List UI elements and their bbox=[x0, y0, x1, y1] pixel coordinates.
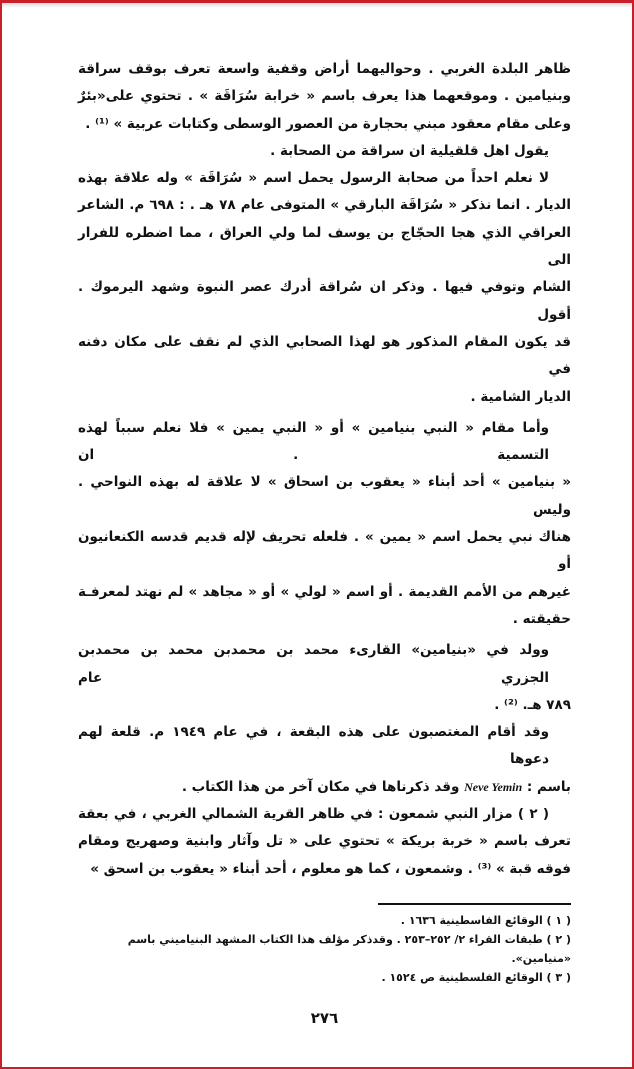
footnote-item: ( ٣ ) الوقائع الفلسطينية ص ١٥٢٤ . bbox=[381, 970, 571, 984]
page-number: ٢٧٦ bbox=[310, 1008, 339, 1027]
text-line: فوقه قبة » ⁽³⁾ . وشمعون ، كما هو معلوم ، أحد أبناء « يعقوب بن اسحق » bbox=[90, 860, 571, 877]
text-line: الديار الشامية . bbox=[470, 388, 571, 405]
paragraph-first-line: ( ٢ ) مزار النبي شمعون : في ظاهر القرية الشمالي الغربي ، في بعقة bbox=[78, 806, 549, 823]
text-line: غيرهم من الأمم القديمة . أو اسم « لولي » أو « مجاهد » لم نهتد لمعرفـة bbox=[78, 583, 571, 600]
paragraph-first-line: وقد أقام المغتصبون على هذه البقعة ، في عام ١٩٤٩ م. قلعة لهم دعوها bbox=[78, 724, 549, 768]
text-line: « بنيامين » أحد أبناء « يعقوب بن اسحاق » لا علاقة له بهذه النواحي . وليس bbox=[78, 474, 571, 518]
text-line: وبنيامين . وموقعهما هذا يعرف باسم « خرابة سُرَاقَة » . تحتوي على«بئرٌ bbox=[78, 88, 571, 105]
window-top-edge bbox=[2, 3, 632, 8]
paragraph-first-line: وأما مقام « النبي بنيامين » أو « النبي يمين » فلا نعلم سبباً لهذه التسمية . ان bbox=[78, 419, 549, 464]
text-line: الشام وتوفي فيها . وذكر ان سُراقة أدرك عصر النبوة وشهد اليرموك . أقول bbox=[78, 279, 571, 323]
page-body bbox=[78, 56, 571, 883]
footnotes bbox=[78, 911, 571, 987]
text-line: قد يكون المقام المذكور هو لهذا الصحابي الذي لم نقف على مكان دفنه في bbox=[78, 333, 571, 378]
text-prefix: باسم : bbox=[526, 778, 571, 795]
paragraph-first-line: يقول اهل قلقيلية ان سراقة من الصحابة . bbox=[270, 142, 549, 159]
text-line: ظاهر البلدة الغربي . وحواليهما أراض وقفية واسعة تعرف بوقف سراقة bbox=[78, 61, 571, 77]
text-line: العراقي الذي هجا الحجّاج بن يوسف لما ولي العراق ، مما اضطره للفرار الى bbox=[78, 224, 571, 269]
footnote-item: ( ٢ ) طبقات القراء ٢/ ٢٥٢–٢٥٣ . وقدذكر مؤلف هذا الكتاب المشهد البنياميني باسم «منيامين». bbox=[127, 932, 571, 965]
paragraph-first-line: لا نعلم احداً من صحابة الرسول يحمل اسم « سُرَاقَة » وله علاقة بهذه bbox=[78, 170, 549, 187]
text-line: الديار . انما نذكر « سُرَاقَة البارقي » المتوفى عام ٧٨ هـ . : ٦٩٨ م. الشاعر bbox=[78, 197, 572, 214]
footnote-item: ( ١ ) الوقائع الفاسطينية ١٦٣٦ . bbox=[400, 913, 571, 927]
footnote-divider bbox=[378, 903, 571, 905]
text-line: هناك نبي يحمل اسم « يمين » . فلعله تحريف لإله قديم قدسه الكنعانيون أو bbox=[78, 529, 571, 573]
text-line bbox=[78, 774, 571, 801]
text-rest: وقد ذكرناها في مكان آخر من هذا الكتاب . bbox=[181, 778, 460, 795]
paragraph-first-line: وولد في «بنيامين» القارىء محمد بن محمدبن محمد بن محمدبن الجزري عام bbox=[78, 642, 549, 686]
text-line: حقيقته . bbox=[512, 610, 571, 627]
latin-place-name: Neve Yemin bbox=[464, 779, 523, 794]
text-line: ٧٨٩ هـ. ⁽²⁾ . bbox=[494, 696, 571, 713]
text-line: تعرف باسم « خربة بريكة » تحتوي على « تل وآثار وابنية وصهريج ومقام bbox=[78, 833, 571, 850]
text-line: وعلى مقام معقود مبني بحجارة من العصور الوسطى وكتابات عربية » ⁽¹⁾ . bbox=[85, 115, 571, 132]
